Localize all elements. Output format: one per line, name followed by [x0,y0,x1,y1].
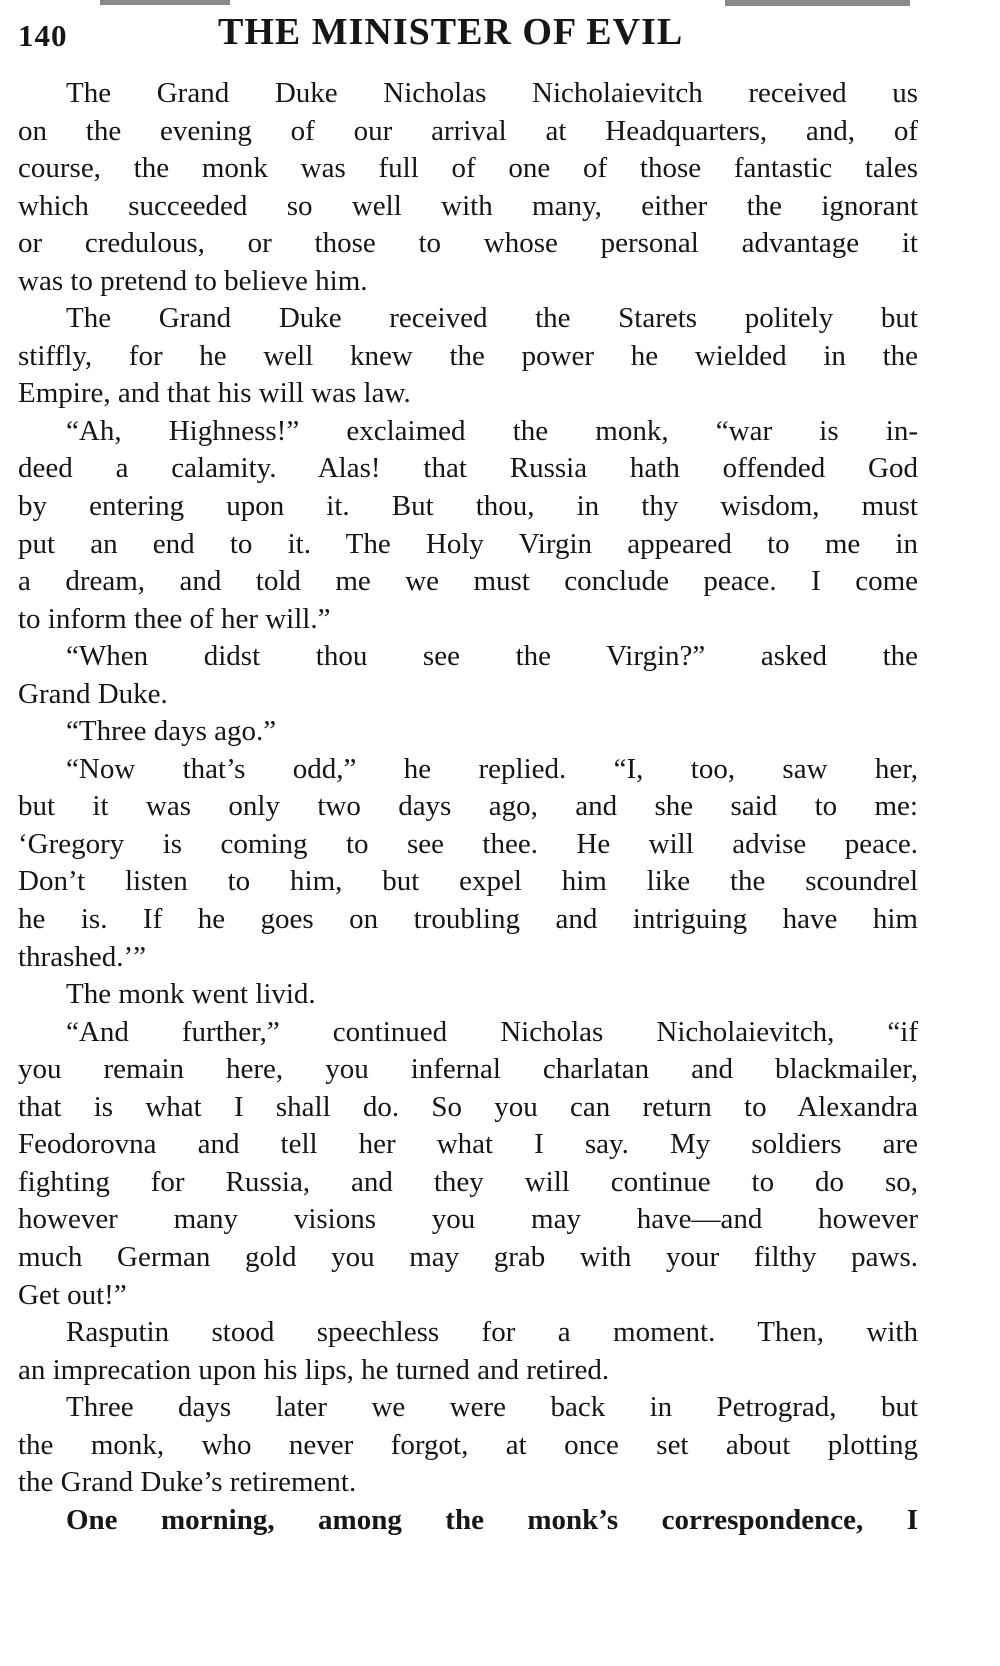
text-line: that is what I shall do. So you can return to Alexandra [18,1090,918,1123]
body-text [18,75,918,1539]
text-line: fighting for Russia, and they will continue to do so, [18,1165,918,1198]
text-line: Grand Duke. [18,677,168,710]
text-line: put an end to it. The Holy Virgin appeared to me in [18,527,918,560]
ink-smudge [725,0,910,6]
text-line: The Grand Duke received the Starets politely but [66,302,918,335]
text-line: Get out!” [18,1278,127,1311]
text-line: stiffly, for he well knew the power he wielded in the [18,339,918,372]
text-line: “Ah, Highness!” exclaimed the monk, “war is in- [66,414,918,447]
text-line: which succeeded so well with many, either the ignorant [18,189,918,222]
text-line: “Now that’s odd,” he replied. “I, too, saw her, [66,752,918,785]
text-line: The monk went livid. [66,978,316,1011]
text-line: deed a calamity. Alas! that Russia hath offended God [18,452,918,485]
text-line: Rasputin stood speechless for a moment. Then, with [66,1316,918,1349]
text-line: “When didst thou see the Virgin?” asked the [66,640,918,673]
text-line: “Three days ago.” [66,715,277,748]
text-line: you remain here, you infernal charlatan and blackmailer, [18,1053,918,1086]
page-header [18,10,918,60]
text-line: Three days later we were back in Petrograd, but [66,1391,918,1424]
text-line: on the evening of our arrival at Headquarters, and, of [18,114,918,147]
text-line: “And further,” continued Nicholas Nicholaievitch, “if [66,1015,918,1048]
text-line: much German gold you may grab with your filthy paws. [18,1240,918,1273]
text-line: course, the monk was full of one of those fantastic tales [18,152,918,185]
text-line: a dream, and told me we must conclude peace. I come [18,565,918,598]
text-line: the monk, who never forgot, at once set about plotting [18,1428,918,1461]
text-line: was to pretend to believe him. [18,264,368,297]
text-line: Empire, and that his will was law. [18,377,411,410]
text-line: or credulous, or those to whose personal advantage it [18,227,918,260]
text-line: One morning, among the monk’s correspondence, I [66,1503,918,1536]
ink-smudge [100,0,230,5]
running-title: THE MINISTER OF EVIL [218,11,684,53]
text-line: by entering upon it. But thou, in thy wisdom, must [18,490,918,523]
text-line: Don’t listen to him, but expel him like the scoundrel [18,865,918,898]
text-line: the Grand Duke’s retirement. [18,1466,357,1499]
text-line: The Grand Duke Nicholas Nicholaievitch received us [66,77,918,109]
text-line: ‘Gregory is coming to see thee. He will advise peace. [18,827,918,860]
text-line: Feodorovna and tell her what I say. My soldiers are [18,1128,918,1161]
text-line: but it was only two days ago, and she said to me: [18,790,918,823]
page-number: 140 [18,18,68,53]
text-line: however many visions you may have—and however [18,1203,918,1236]
text-line: thrashed.’” [18,940,147,973]
text-line: an imprecation upon his lips, he turned and retired. [18,1353,610,1386]
text-line: to inform thee of her will.” [18,602,331,635]
text-line: he is. If he goes on troubling and intriguing have him [18,903,918,936]
